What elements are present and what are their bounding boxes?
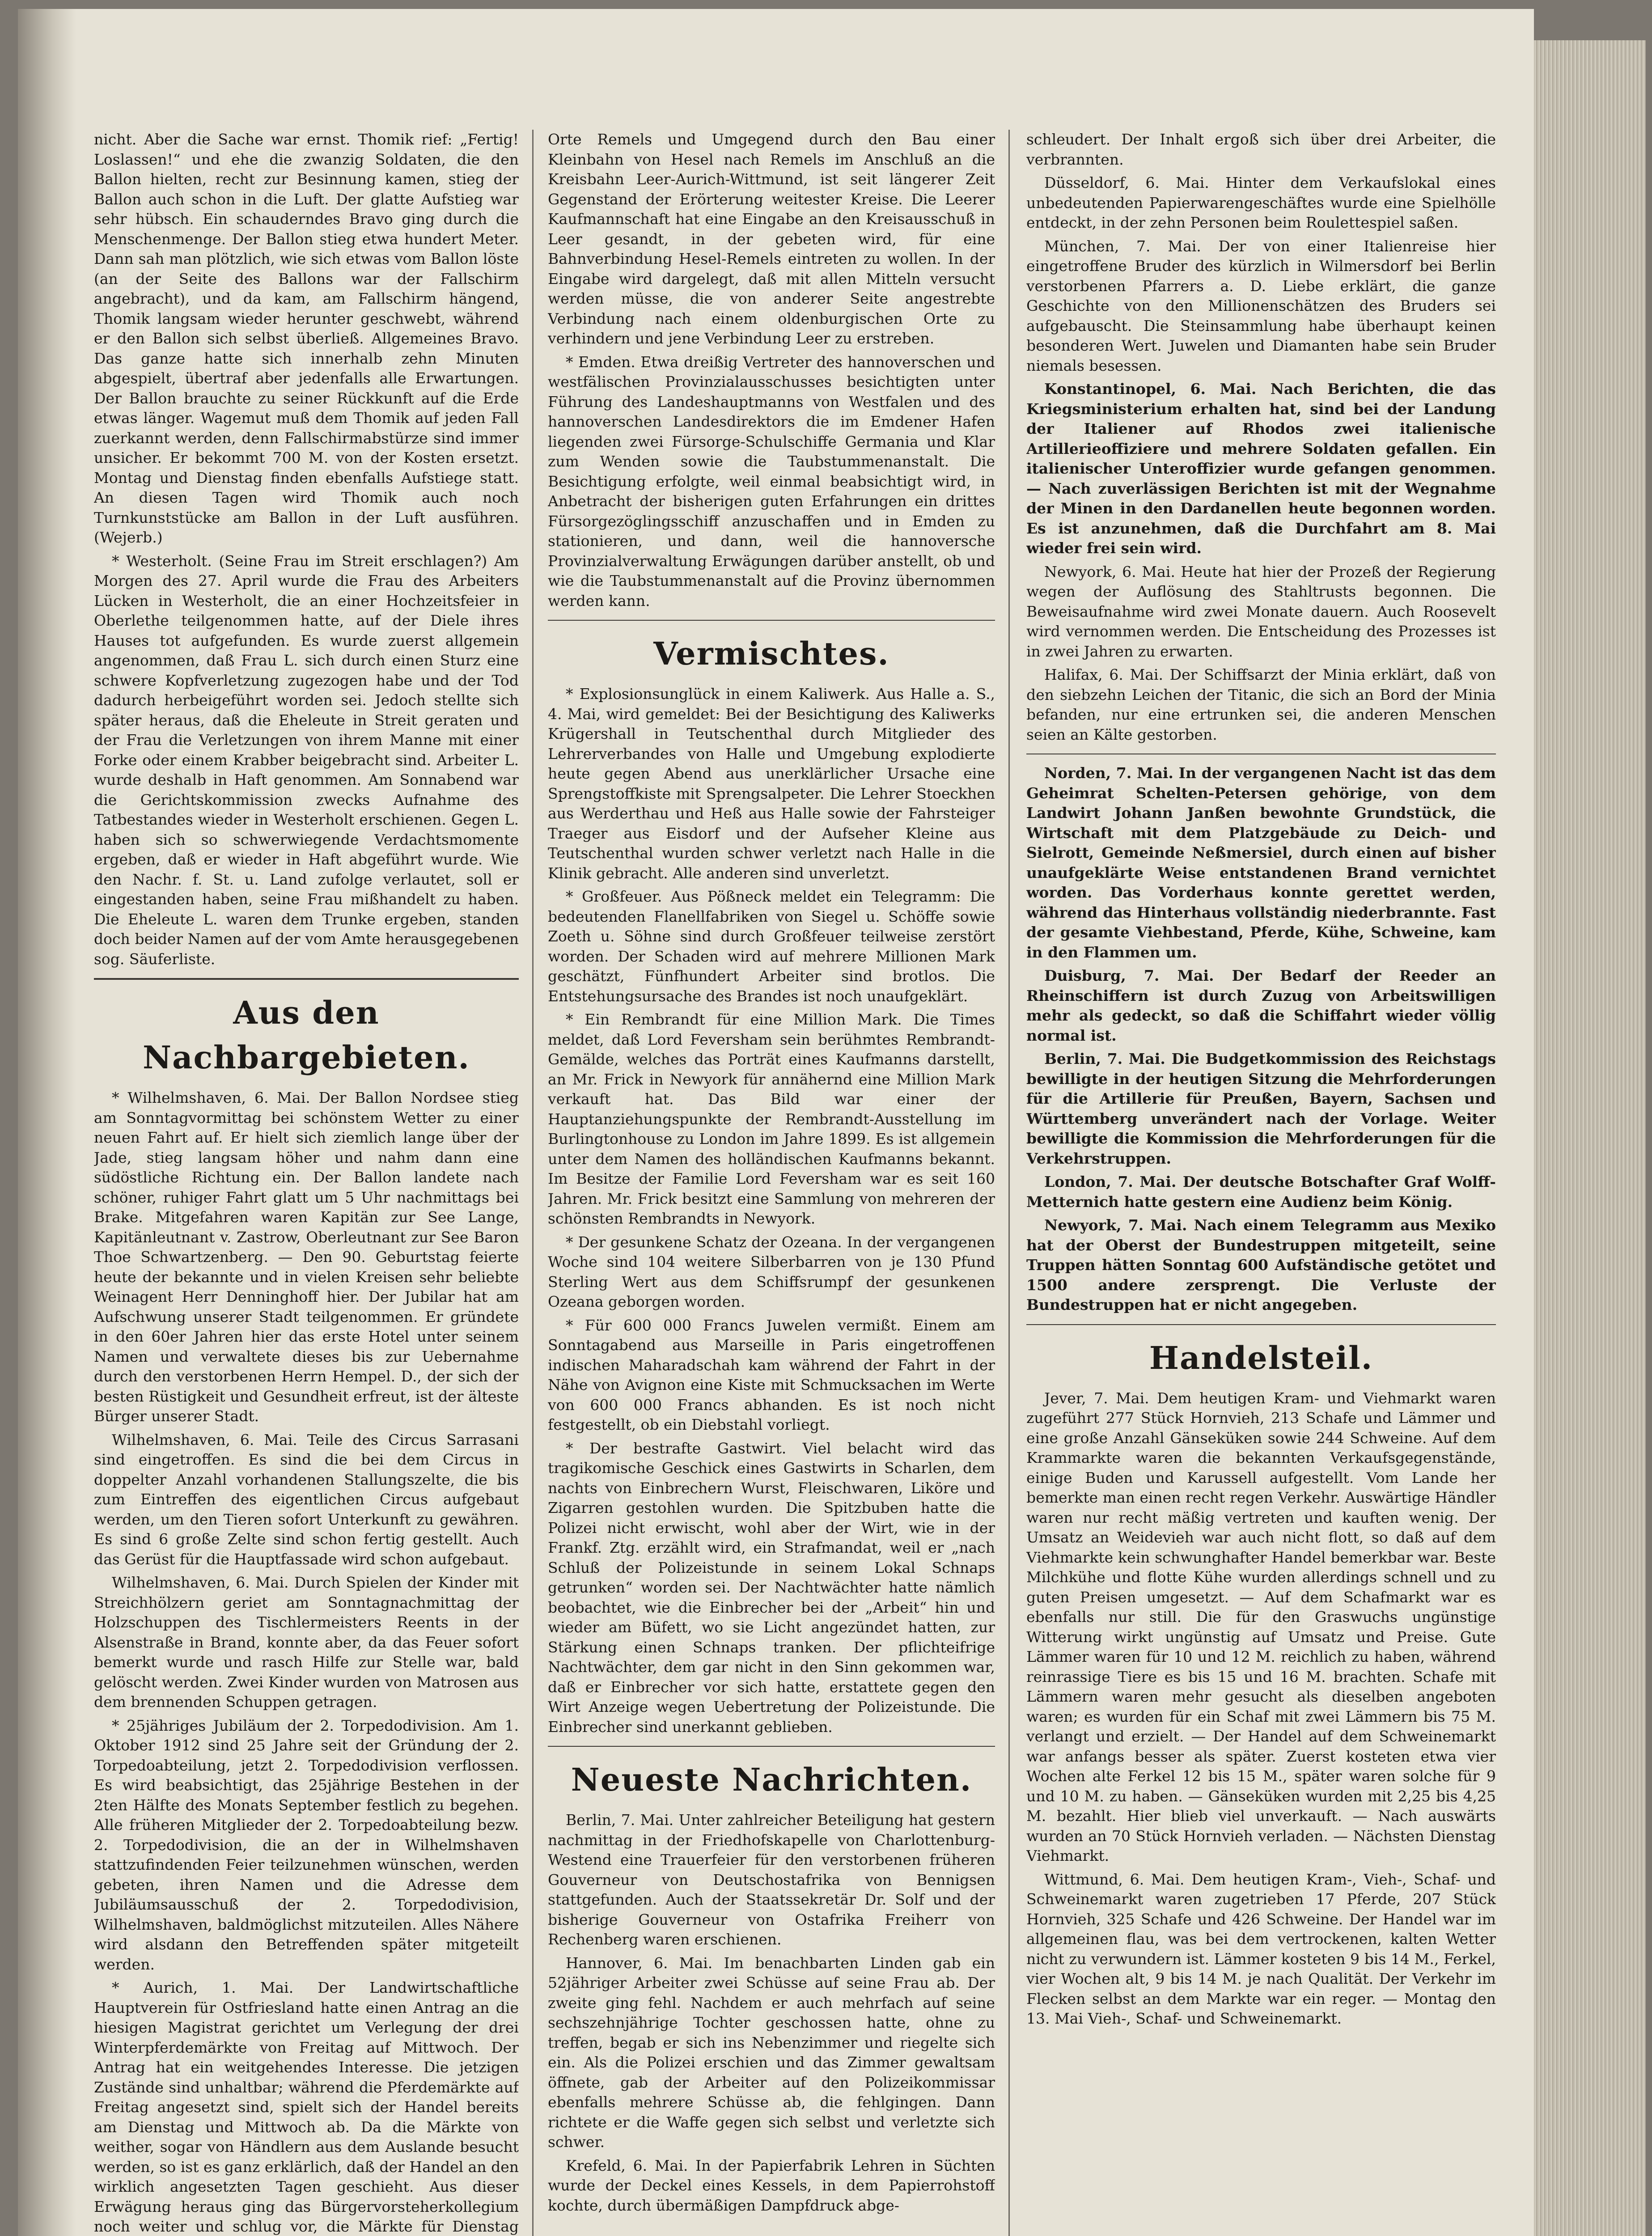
article: * Emden. Etwa dreißig Vertreter des hannoverschen und westfälischen Provinzialausschusses besichtigten unter Führung des Landeshauptmanns von Westfalen und des hannoverschen Landesdirektors die im Emdener Hafen liegenden zwei Fürsorge-Schulschiffe Germania und Klar zum Wenden sowie die Taubstummenanstalt. Die Besichtigung erfolgte, weil einmal beabsichtigt wird, in Anbetracht der bisherigen guten Erfahrungen ein drittes Fürsorgezöglingsschiff anzuschaffen und in Emden zu stationieren, und dann, weil die hannoversche Provinzialverwaltung Erwägungen darüber anstellt, ob und wie die Taubstummenanstalt auf die Provinz übernommen werden kann. [548, 353, 995, 610]
article: Jever, 7. Mai. Dem heutigen Kram- und Viehmarkt waren zugeführt 277 Stück Hornvieh, 213 Schafe und Lämmer und eine große Anzahl Gänseküken sowie 244 Schweine. Auf dem Krammarkte waren die bekannten Verkaufsgegenstände, einige Buden und Karussell aufgestellt. Vom Lande her bemerkte man einen recht regen Verkehr. Auswärtige Händler waren nur recht mäßig vertreten und kauften wenig. Der Umsatz an Weidevieh war auch nicht flott, so daß auf dem Viehmarkte kein schwunghafter Handel bemerkbar war. Beste Milchkühe und flotte Kühe wurden allerdings schnell und zu guten Preisen umgesetzt. — Auf dem Schafmarkt war es ebenfalls nur still. Die für den Graswuchs ungünstige Witterung wirkt ungünstig auf Umsatz und Preise. Gute Lämmer waren für 10 und 12 M. reichlich zu haben, während reinrassige Tiere es bis 15 und 16 M. brachten. Schafe mit Lämmern waren mehr gesucht als dieselben angeboten waren; es wurden für ein Schaf mit zwei Lämmern bis 75 M. verlangt und erzielt. — Der Handel auf dem Schweinemarkt war anfangs besser als später. Zuerst kosteten etwa vier Wochen alte Ferkel 12 bis 15 M., später waren solche für 9 und 10 M. zu haben. — Gänseküken wurden mit 2,25 bis 4,25 M. bezahlt. Hier blieb viel unverkauft. — Nach auswärts wurden an 70 Stück Hornvieh verladen. — Nächsten Dienstag Viehmarkt. [1026, 1389, 1496, 1864]
column-rule [532, 130, 534, 2236]
article: * Für 600 000 Francs Juwelen vermißt. Einem am Sonntagabend aus Marseille in Paris eingetroffenen indischen Maharadschah kam während der Fahrt in der Nähe von Avignon eine Kiste mit Schmucksachen im Werte von 600 000 Francs abhanden. Es ist noch nicht festgestellt, ob ein Diebstahl vorliegt. [548, 1316, 995, 1433]
section-heading-vermischtes: Vermischtes. [653, 635, 890, 672]
section-heading-nachbar: Aus den Nachbargebieten. [143, 994, 470, 1076]
article: Wittmund, 6. Mai. Dem heutigen Kram-, Vieh-, Schaf- und Schweinemarkt waren zugetrieben 17 Pferde, 207 Stück Hornvieh, 325 Schafe und 426 Schweine. Der Handel war im allgemeinen flau, was bei dem vertrockenen, kalten Wetter nicht zu verwundern ist. Lämmer kosteten 9 bis 14 M., Ferkel, vier Wochen alt, 9 bis 14 M. je nach Qualität. Der Verkehr im Flecken selbst an dem Markte war ein reger. — Montag den 13. Mai Vieh-, Schaf- und Schweinemarkt. [1026, 1870, 1496, 2027]
section-heading-neueste: Neueste Nachrichten. [571, 1761, 972, 1798]
article: Norden, 7. Mai. In der vergangenen Nacht ist das dem Geheimrat Schelten-Petersen gehörige, von dem Landwirt Johann Janßen bewohnte Grundstück, die Wirtschaft mit dem Platzgebäude zu Deich- und Sielrott, Gemeinde Neßmersiel, durch einen auf bisher unaufgeklärte Weise entstandenen Brand vernichtet worden. Das Vorderhaus konnte gerettet werden, während das Hinterhaus vollständig niederbrannte. Fast der gesamte Viehbestand, Pferde, Kühe, Schweine, kam in den Flammen um. [1026, 764, 1496, 961]
article: Newyork, 6. Mai. Heute hat hier der Prozeß der Regierung wegen der Auflösung des Stahltrusts begonnen. Die Beweisaufnahme wird zwei Monate dauern. Auch Roosevelt wird vernommen werden. Die Entscheidung des Prozesses ist in zwei Jahren zu erwarten. [1026, 563, 1496, 660]
separator [548, 620, 995, 621]
column-1 [94, 130, 519, 2236]
article: Düsseldorf, 6. Mai. Hinter dem Verkaufslokal eines unbedeutenden Papierwarengeschäftes wurde eine Spielhölle entdeckt, in der zehn Personen beim Roulettespiel saßen. [1026, 174, 1496, 231]
article: * Aurich, 1. Mai. Der Landwirtschaftliche Hauptverein für Ostfriesland hatte einen Antrag an die hiesigen Magistrat gerichtet um Verlegung der drei Winterpferdemärkte von Freitag auf Mittwoch. Der Antrag hat ein weitgehendes Interesse. Die jetzigen Zustände sind unhaltbar; während die Pferdemärkte auf Freitag angesetzt sind, spielt sich der Handel bereits am Dienstag und Mittwoch ab. Da die Märkte von weither, sogar von Händlern aus dem Auslande besucht werden, so ist es ganz erklärlich, daß der Handel an den wirklich angesetzten Tagen geschieht. Aus dieser Erwägung heraus ging das Bürgervorsteherkollegium noch weiter und schlug vor, die Märkte für Dienstag [94, 1979, 519, 2235]
article: Hannover, 6. Mai. Im benachbarten Linden gab ein 52jähriger Arbeiter zwei Schüsse auf seine Frau ab. Der zweite ging fehl. Nachdem er auch mehrfach auf seine sechszehnjährige Tochter geschossen hatte, ohne zu treffen, begab er sich ins Nebenzimmer und riegelte sich ein. Als die Polizei erschien und das Zimmer gewaltsam öffnete, gab der Arbeiter auf den Polizeikommissar ebenfalls mehrere Schüsse ab, die fehlgingen. Dann richtete er die Waffe gegen sich selbst und verletzte sich schwer. [548, 1954, 995, 2151]
article: * Wilhelmshaven, 6. Mai. Der Ballon Nordsee stieg am Sonntagvormittag bei schönstem Wetter zu einer neuen Fahrt auf. Er hielt sich ziemlich lange über der Jade, stieg langsam höher und nahm dann eine südöstliche Richtung ein. Der Ballon landete nach schöner, ruhiger Fahrt glatt um 5 Uhr nachmittags bei Brake. Mitgefahren waren Kapitän zur See Lange, Kapitänleutnant v. Zastrow, Oberleutnant zur See Baron Thoe Schwartzenberg. — Den 90. Geburtstag feierte heute der bekannte und in vielen Kreisen sehr beliebte Weinagent Herr Denninghoff hier. Der Jubilar hat am Aufschwung unserer Stadt teilgenommen. Er gründete in den 60er Jahren hier das erste Hotel unter seinem Namen und verwaltete dieses bis zur Uebernahme durch den verstorbenen Herrn Hempel. D., der sich der besten Rüstigkeit und Gesundheit erfreut, ist der älteste Bürger unserer Stadt. [94, 1089, 519, 1425]
column-rule [1008, 130, 1010, 2236]
column-2 [548, 130, 995, 2236]
column-3 [1026, 130, 1496, 2232]
article: Orte Remels und Umgegend durch den Bau einer Kleinbahn von Hesel nach Remels im Anschluß an die Kreisbahn Leer-Aurich-Wittmund, ist seit längerer Zeit Gegenstand der Erörterung weitester Kreise. Die Leerer Kaufmannschaft hat eine Eingabe an den Kreisausschuß in Leer gesandt, in der gebeten wird, für eine Bahnverbindung Hesel-Remels eintreten zu wollen. In der Eingabe wird dargelegt, daß mit allen Mitteln versucht werden müsse, die von anderer Seite angestrebte Verbindung nach einem oldenburgischen Orte zu verhindern und jene Verbindung Leer zu erstreben. [548, 131, 995, 347]
article: * Der gesunkene Schatz der Ozeana. In der vergangenen Woche sind 104 weitere Silberbarren von je 130 Pfund Sterling Wert aus dem Schiffsrumpf der gesunkenen Ozeana geborgen worden. [548, 1233, 995, 1310]
article: Newyork, 7. Mai. Nach einem Telegramm aus Mexiko hat der Oberst der Bundestruppen mitgeteilt, seine Truppen hätten Sonntag 600 Aufständische getötet und 1500 andere zersprengt. Die Verluste der Bundestruppen hat er nicht angegeben. [1026, 1216, 1496, 1313]
article: nicht. Aber die Sache war ernst. Thomik rief: „Fertig! Loslassen!“ und ehe die zwanzig Soldaten, die den Ballon hielten, recht zur Besinnung kamen, stieg der Ballon auch schon in die Luft. Der glatte Aufstieg war sehr hübsch. Ein schauderndes Bravo ging durch die Menschenmenge. Der Ballon stieg etwa hundert Meter. Dann sah man plötzlich, wie sich etwas vom Ballon löste (an der Seite des Ballons war der Fallschirm angebracht), und da kam, am Fallschirm hängend, Thomik langsam wieder herunter geschwebt, während er den Ballon sich selbst überließ. Allgemeines Bravo. Das ganze hatte sich innerhalb zehn Minuten abgespielt, übertraf aber jedenfalls alle Erwartungen. Der Ballon brauchte zu seiner Rückkunft auf die Erde etwas länger. Wagemut muß dem Thomik auf jeden Fall zuerkannt werden, denn Fallschirmabstürze sind immer unsicher. Er bekommt 700 M. von der Kosten ersetzt. Montag und Dienstag finden ebenfalls Aufstiege statt. An diesen Tagen wird Thomik auch noch Turnkunststücke am Ballon in der Luft ausführen. (Wejerb.) [94, 131, 519, 546]
separator [1026, 1324, 1496, 1325]
article: schleudert. Der Inhalt ergoß sich über drei Arbeiter, die verbrannten. [1026, 131, 1496, 168]
book-page-edge [1534, 40, 1646, 2236]
article: Krefeld, 6. Mai. In der Papierfabrik Lehren in Süchten wurde der Deckel eines Kessels, in dem Papierrohstoff kochte, durch übermäßigen Dampfdruck abge- [548, 2156, 995, 2214]
article: * Explosionsunglück in einem Kaliwerk. Aus Halle a. S., 4. Mai, wird gemeldet: Bei der Besichtigung des Kaliwerks Krügershall in Teutschenthal durch Mitglieder des Lehrerverbandes von Halle und Umgebung explodierte heute gegen Abend aus unerklärlicher Ursache eine Sprengstoffkiste mit Sprengsalpeter. Die Lehrer Stoeckhen aus Werderthau und Heß aus Halle sowie der Fahrsteiger Traeger aus Eisdorf und der Aufseher Kleine aus Teutschenthal wurden schwer verletzt nach Halle in die Klinik gebracht. Alle anderen sind unverletzt. [548, 685, 995, 882]
article: Wilhelmshaven, 6. Mai. Durch Spielen der Kinder mit Streichhölzern geriet am Sonntagnachmittag der Holzschuppen des Tischlermeisters Reents in der Alsenstraße in Brand, konnte aber, da das Feuer sofort bemerkt wurde und rasch Hilfe zur Stelle war, bald gelöscht werden. Zwei Kinder wurden von Matrosen aus dem brennenden Schuppen getragen. [94, 1574, 519, 1711]
article: München, 7. Mai. Der von einer Italienreise hier eingetroffene Bruder des kürzlich in Wilmersdorf bei Berlin verstorbenen Pfarrers a. D. Liebe erklärt, die ganze Geschichte von den Millionenschätzen des Bruders sei aufgebauscht. Die Steinsammlung habe überhaupt keinen besonderen Wert. Juwelen und Diamanten habe sein Bruder niemals besessen. [1026, 237, 1496, 374]
article: Berlin, 7. Mai. Die Budgetkommission des Reichstags bewilligte in der heutigen Sitzung die Mehrforderungen für die Artillerie für Preußen, Bayern, Sachsen und Württemberg unverändert nach der Vorlage. Weiter bewilligte die Kommission die Mehrforderungen für die Verkehrstruppen. [1026, 1050, 1496, 1167]
separator [94, 978, 519, 980]
newspaper-page [18, 9, 1534, 2236]
article: Duisburg, 7. Mai. Der Bedarf der Reeder an Rheinschiffern ist durch Zuzug von Arbeitswilligen mehr als gedeckt, so daß die Schiffahrt wieder völlig normal ist. [1026, 967, 1496, 1044]
section-heading-handel: Handelsteil. [1149, 1339, 1373, 1376]
separator [548, 1746, 995, 1747]
article: * 25jähriges Jubiläum der 2. Torpedodivision. Am 1. Oktober 1912 sind 25 Jahre seit der Gründung der 2. Torpedoabteilung, jetzt 2. Torpedodivision verflossen. Es wird beabsichtigt, das 25jährige Bestehen in der 2ten Hälfte des Monats September festlich zu begehen. Alle früheren Mitglieder der 2. Torpedoabteilung bezw. 2. Torpedodivision, die an der in Wilhelmshaven stattzufindenden Feier teilzunehmen wünschen, werden gebeten, ihren Namen und die Adresse dem Jubiläumsausschuß der 2. Torpedodivision, Wilhelmshaven, baldmöglichst mitzuteilen. Alles Nähere wird alsdann den Betreffenden später mitgeteilt werden. [94, 1716, 519, 1973]
binding-gutter [18, 9, 76, 2236]
article: London, 7. Mai. Der deutsche Botschafter Graf Wolff-Metternich hatte gestern eine Audienz beim König. [1026, 1173, 1496, 1211]
article: Wilhelmshaven, 6. Mai. Teile des Circus Sarrasani sind eingetroffen. Es sind die bei dem Circus in doppelter Anzahl vorhandenen Stallungszelte, die bis zum Eintreffen des eigentlichen Circus aufgebaut werden, um den Tieren sofort Unterkunft zu gewähren. Es sind 6 große Zelte sind schon fertig gestellt. Auch das Gerüst für die Hauptfassade wird schon aufgebaut. [94, 1431, 519, 1568]
article: * Ein Rembrandt für eine Million Mark. Die Times meldet, daß Lord Feversham sein berühmtes Rembrandt-Gemälde, welches das Porträt eines Kaufmanns darstellt, an Mr. Frick in Newyork für annähernd eine Million Mark verkauft hat. Das Bild war einer der Hauptanziehungspunkte der Rembrandt-Ausstellung im Burlingtonhouse zu London im Jahre 1899. Es ist allgemein unter dem Namen des holländischen Kaufmanns bekannt. Im Besitze der Familie Lord Feversham war es seit 160 Jahren. Mr. Frick besitzt eine Sammlung von mehreren der schönsten Rembrandts in Newyork. [548, 1011, 995, 1227]
article: Konstantinopel, 6. Mai. Nach Berichten, die das Kriegsministerium erhalten hat, sind bei der Landung der Italiener auf Rhodos zwei italienische Artillerieoffiziere und mehrere Soldaten gefallen. Ein italienischer Unteroffizier wurde gefangen genommen. — Nach zuverlässigen Berichten ist mit der Wegnahme der Minen in den Dardanellen heute begonnen worden. Es ist anzunehmen, daß die Durchfahrt am 8. Mai wieder frei sein wird. [1026, 380, 1496, 557]
article: Berlin, 7. Mai. Unter zahlreicher Beteiligung hat gestern nachmittag in der Friedhofskapelle von Charlottenburg-Westend eine Trauerfeier für den verstorbenen früheren Gouverneur von Deutschostafrika von Bennigsen stattgefunden. Auch der Staatssekretär Dr. Solf und der bisherige Gouverneur von Ostafrika Freiherr von Rechenberg waren erschienen. [548, 1811, 995, 1948]
article: Halifax, 6. Mai. Der Schiffsarzt der Minia erklärt, daß von den siebzehn Leichen der Titanic, die sich an Bord der Minia befanden, nur eine ertrunken sei, die anderen Menschen seien an Kälte gestorben. [1026, 666, 1496, 743]
article: * Großfeuer. Aus Pößneck meldet ein Telegramm: Die bedeutenden Flanellfabriken von Siegel u. Schöffe sowie Zoeth u. Söhne sind durch Großfeuer teilweise zerstört worden. Der Schaden wird auf mehrere Millionen Mark geschätzt, Fünfhundert Arbeiter sind brotlos. Die Entstehungsursache des Brandes ist noch unaufgeklärt. [548, 888, 995, 1005]
article: * Der bestrafte Gastwirt. Viel belacht wird das tragikomische Geschick eines Gastwirts in Scharlen, dem nachts von Einbrechern Wurst, Fleischwaren, Liköre und Zigarren gestohlen wurden. Die Spitzbuben hatte die Polizei nicht erwischt, wohl aber der Wirt, wie in der Frankf. Ztg. erzählt wird, ein Strafmandat, weil er „nach Schluß der Polizeistunde in seinem Lokal Schnaps getrunken“ worden sei. Der Nachtwächter hatte nämlich beobachtet, wie die Einbrecher bei der „Arbeit“ hin und wieder am Büfett, wo sie Licht angezündet hatten, zur Stärkung einen Schnaps tranken. Der pflichteifrige Nachtwächter, dem gar nicht in den Sinn gekommen war, daß er Einbrecher vor sich hatte, erstattete gegen den Wirt Anzeige wegen Uebertretung der Polizeistunde. Die Einbrecher sind unerkannt geblieben. [548, 1439, 995, 1736]
article: * Westerholt. (Seine Frau im Streit erschlagen?) Am Morgen des 27. April wurde die Frau des Arbeiters Lücken in Westerholt, die an einer Hochzeitsfeier in Oberlethe teilgenommen hatte, auf der Diele ihres Hauses tot aufgefunden. Es wurde zuerst allgemein angenommen, daß Frau L. sich durch einen Sturz eine schwere Kopfverletzung zugezogen habe und der Tod dadurch herbeigeführt worden sei. Jedoch stellte sich später heraus, daß die Eheleute in Streit geraten und der Frau die Verletzungen von ihrem Manne mit einer Forke oder einem Krabber beigebracht sind. Arbeiter L. wurde deshalb in Haft genommen. Am Sonnabend war die Gerichtskommission zwecks Aufnahme des Tatbestandes wieder in Westerholt erschienen. Gegen L. haben sich so schwerwiegende Verdachtsmomente ergeben, daß er wieder in Haft abgeführt wurde. Wie den Nachr. f. St. u. Land zufolge verlautet, soll er eingestanden haben, seine Frau mißhandelt zu haben. Die Eheleute L. waren dem Trunke ergeben, standen doch beider Namen auf der vom Amte herausgegebenen sog. Säuferliste. [94, 552, 519, 968]
